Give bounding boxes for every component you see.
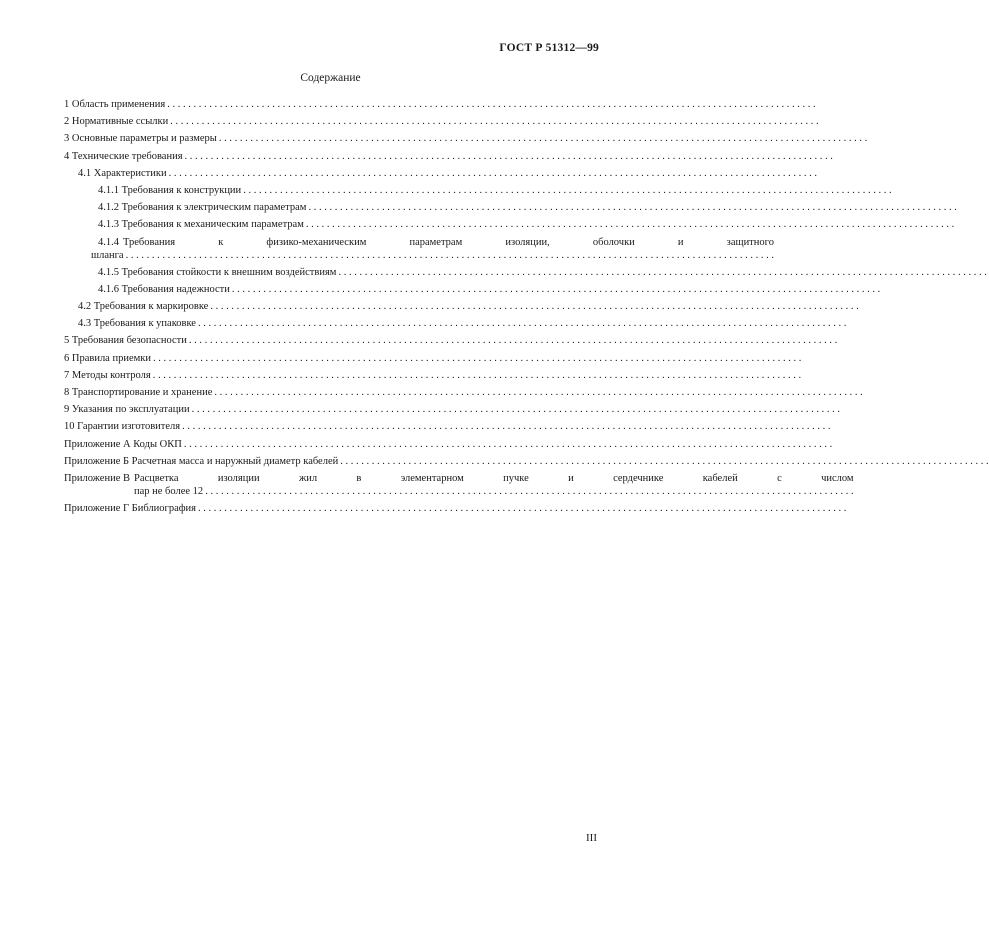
toc-leader-dots xyxy=(340,455,988,468)
toc-item-4-1-3[interactable]: 4.1.3 Требования к механическим параметрам . . . xyxy=(64,218,586,231)
toc-item-label-line2: шланга xyxy=(91,249,124,261)
toc-item-1[interactable]: 1 Область применения . . . xyxy=(64,98,586,111)
toc-leader-dots xyxy=(210,300,858,313)
page-number: III xyxy=(586,832,597,844)
toc-item-7[interactable]: 7 Методы контроля . . . xyxy=(64,369,586,382)
toc-item-4-1-6[interactable]: 4.1.6 Требования надежности . . . xyxy=(64,283,586,296)
toc-leader-dots xyxy=(219,132,867,145)
toc-item-number: 4.1.4 xyxy=(98,236,119,248)
document-code: ГОСТ Р 51312—99 xyxy=(499,42,599,54)
toc-leader-dots xyxy=(185,150,833,163)
toc-item-4-1-5[interactable]: 4.1.5 Требования стойкости к внешним воздействиям . . . xyxy=(64,266,586,279)
toc-item-9[interactable]: 9 Указания по эксплуатации . . . xyxy=(64,403,586,416)
toc-title: Содержание xyxy=(300,72,361,84)
toc-leader-dots xyxy=(214,386,862,399)
toc-item-4-2[interactable]: 4.2 Требования к маркировке . . . xyxy=(64,300,586,313)
toc-item-label-line2: пар не более 12 xyxy=(133,485,204,497)
toc-leader-dots xyxy=(306,218,954,231)
toc-item-appendix-g[interactable]: Приложение Г Библиография . . . xyxy=(64,502,586,515)
toc-item-4[interactable]: 4 Технические требования . . . xyxy=(64,150,586,163)
toc-leader-dots xyxy=(184,438,832,451)
toc-item-4-3[interactable]: 4.3 Требования к упаковке . . . xyxy=(64,317,586,330)
table-of-contents xyxy=(64,98,854,519)
toc-leader-dots xyxy=(189,334,837,347)
toc-leader-dots xyxy=(192,403,840,416)
toc-leader-dots xyxy=(153,352,801,365)
toc-leader-dots xyxy=(205,485,853,498)
toc-item-label-line1: Расцветка изоляции жил в элементарном пучке и сердечнике кабелей с числом xyxy=(133,472,854,484)
toc-leader-dots xyxy=(170,115,818,128)
toc-item-4-1-1[interactable]: 4.1.1 Требования к конструкции . . . xyxy=(64,184,586,197)
toc-item-label-line1: Требования к физико-механическим параметрам изоляции, оболочки и защитного xyxy=(123,236,774,248)
toc-leader-dots xyxy=(153,369,801,382)
toc-leader-dots xyxy=(167,98,815,111)
toc-leader-dots xyxy=(126,249,774,262)
toc-item-prefix: Приложение В xyxy=(64,472,130,484)
toc-item-4-1-4[interactable] xyxy=(64,236,774,262)
toc-item-4-1-2[interactable]: 4.1.2 Требования к электрическим параметрам . . . xyxy=(64,201,586,214)
toc-item-appendix-a[interactable]: Приложение А Коды ОКП . . . xyxy=(64,438,586,451)
toc-leader-dots xyxy=(232,283,880,296)
toc-item-3[interactable]: 3 Основные параметры и размеры . . . xyxy=(64,132,586,145)
toc-leader-dots xyxy=(169,167,817,180)
toc-leader-dots xyxy=(198,502,846,515)
toc-item-8[interactable]: 8 Транспортирование и хранение . . . xyxy=(64,386,586,399)
toc-item-6[interactable]: 6 Правила приемки . . . xyxy=(64,352,586,365)
toc-leader-dots xyxy=(182,420,830,433)
toc-leader-dots xyxy=(198,317,846,330)
toc-leader-dots xyxy=(308,201,956,214)
toc-item-appendix-b[interactable]: Приложение Б Расчетная масса и наружный диаметр кабелей . . . xyxy=(64,455,586,468)
toc-item-10[interactable]: 10 Гарантии изготовителя . . . xyxy=(64,420,586,433)
toc-item-appendix-v[interactable] xyxy=(64,472,854,498)
toc-item-4-1[interactable]: 4.1 Характеристики . . . xyxy=(64,167,586,180)
toc-leader-dots xyxy=(338,266,986,279)
toc-item-5[interactable]: 5 Требования безопасности . . . xyxy=(64,334,586,347)
toc-leader-dots xyxy=(243,184,891,197)
toc-item-2[interactable]: 2 Нормативные ссылки . . . xyxy=(64,115,586,128)
